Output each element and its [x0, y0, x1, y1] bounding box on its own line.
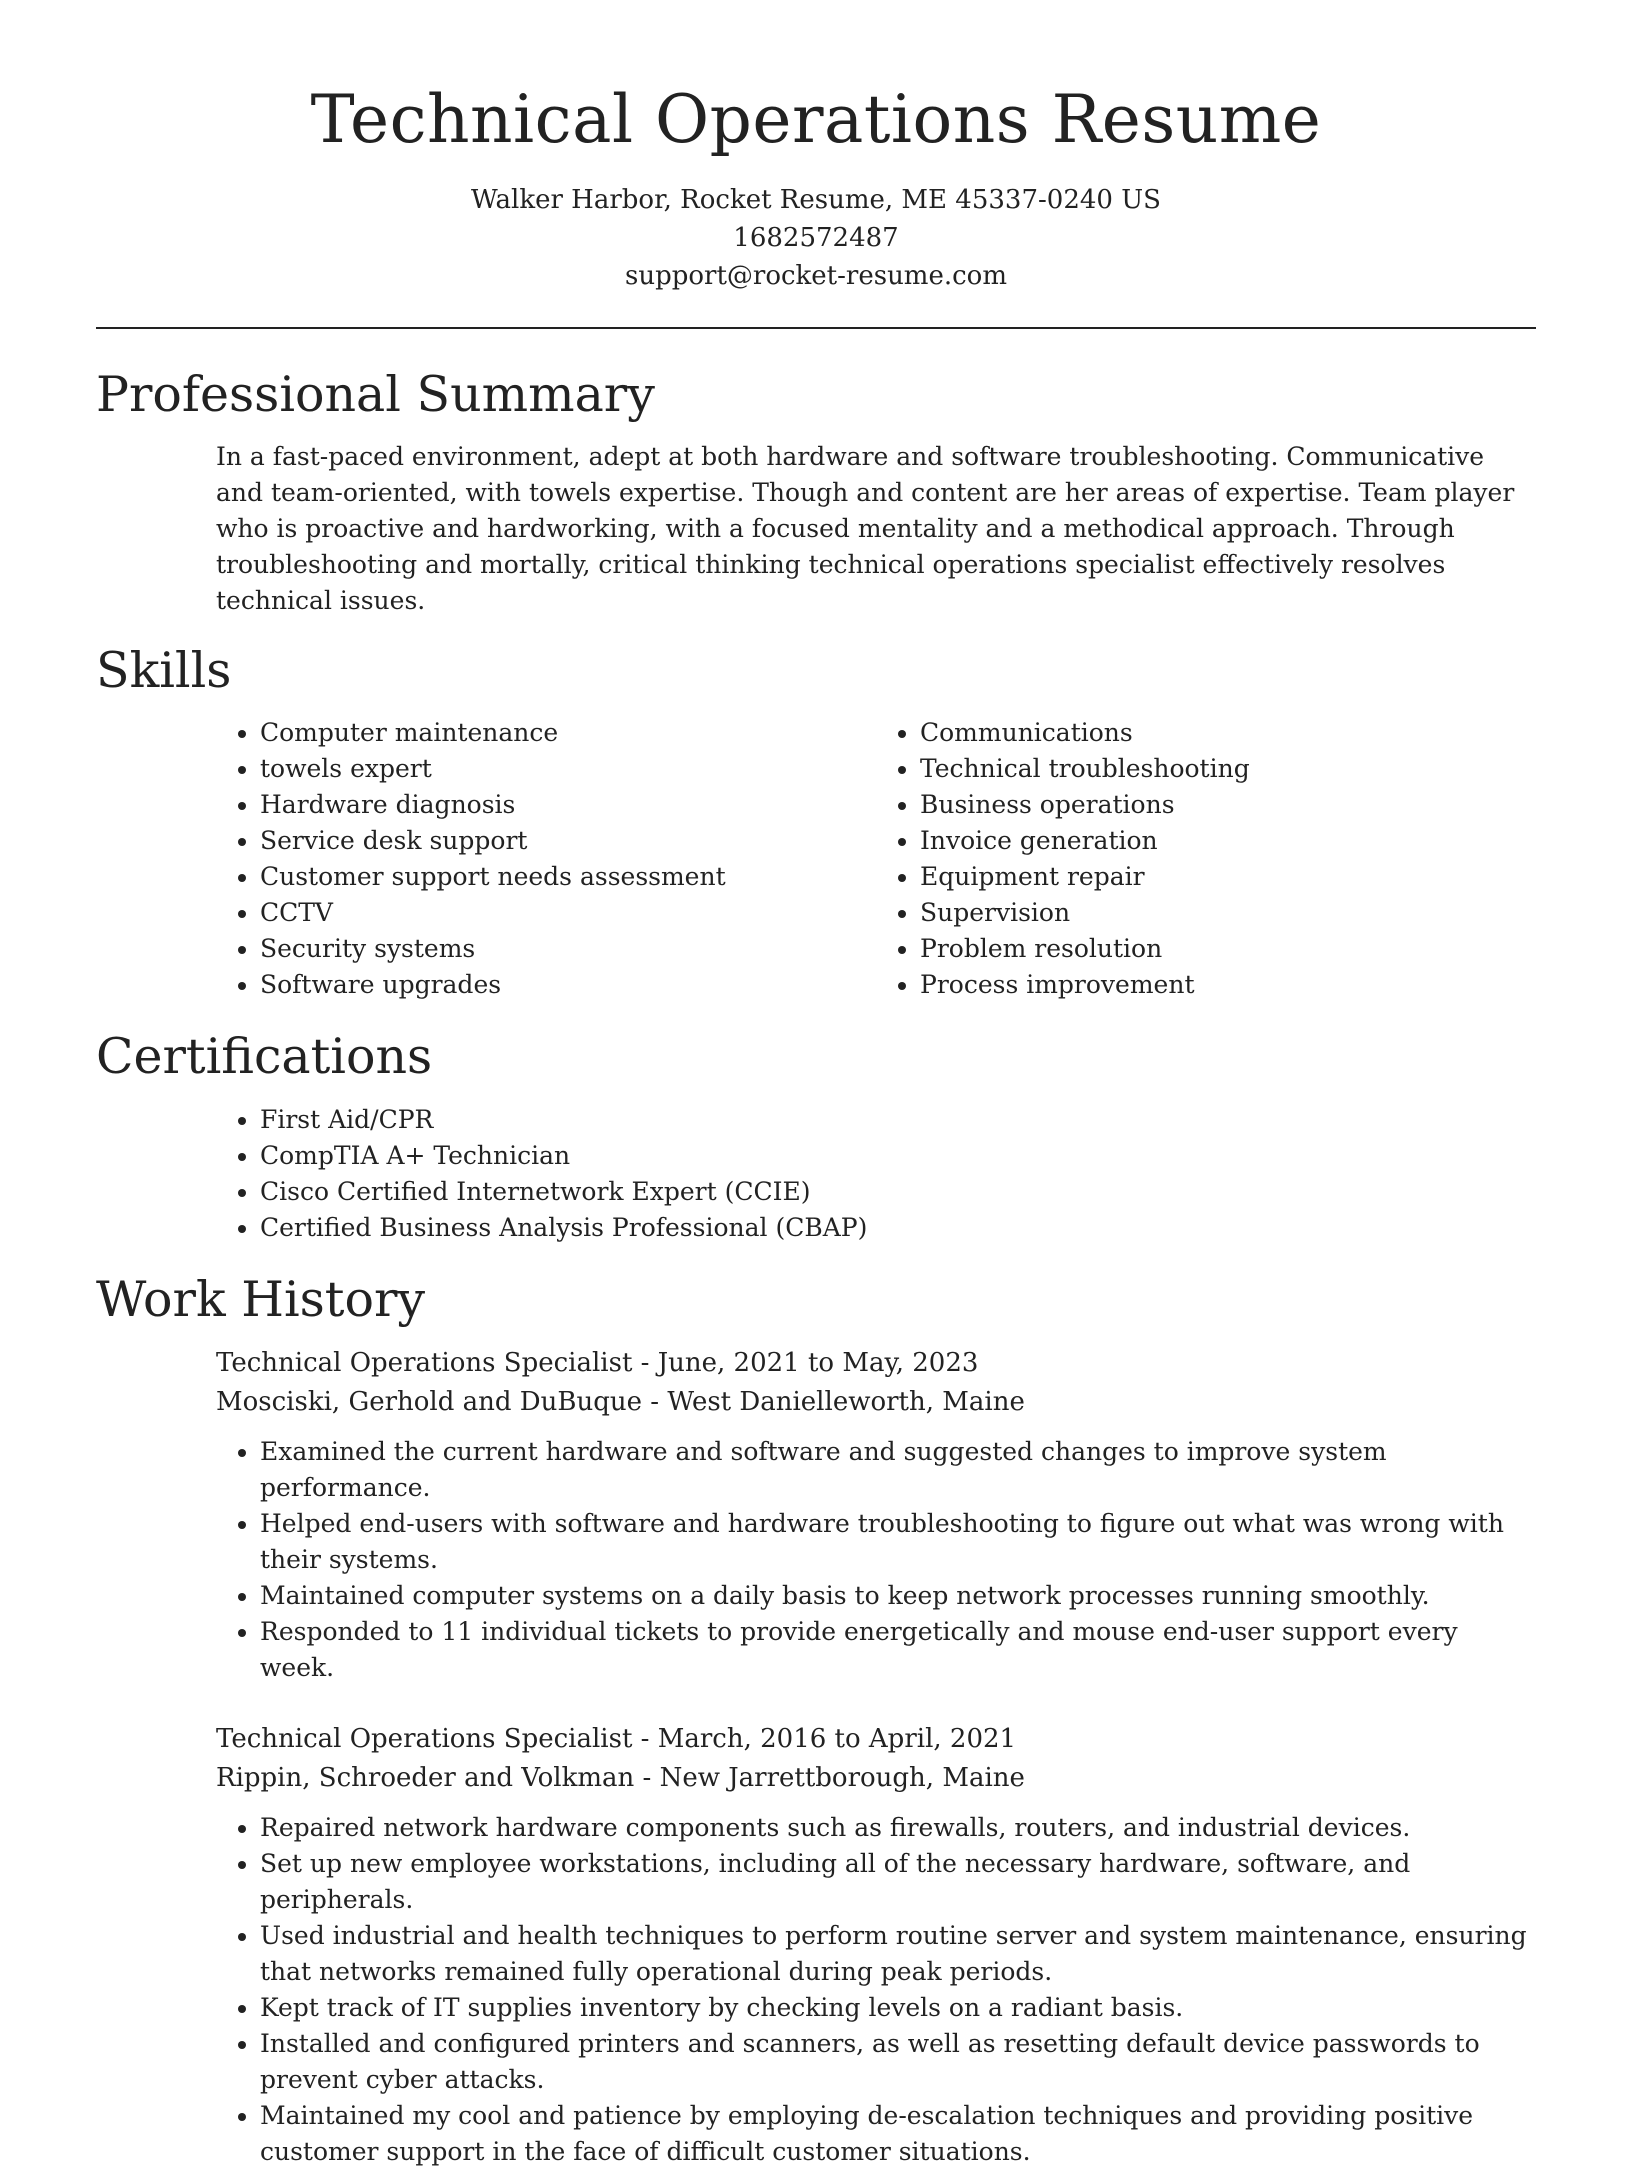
job-entry [96, 1720, 1536, 2170]
job-location: - West Danielleworth, Maine [650, 1386, 1025, 1417]
skill-item: • Supervision [920, 895, 1536, 931]
skill-item: • towels expert [260, 751, 876, 787]
skill-item: • Software upgrades [260, 967, 876, 1003]
email-address: support@rocket-resume.com [624, 260, 1007, 291]
job-role: Technical Operations Specialist [216, 1723, 633, 1754]
job-dates: - June, 2021 to May, 2023 [640, 1347, 979, 1378]
work-history-section [96, 1272, 1536, 2170]
skills-section [96, 643, 1536, 1003]
job-bullet: • Used industrial and health techniques to perform routine server and system maintenance, ensuring that networks remained fully operational during peak periods. [260, 1918, 1536, 1990]
certification-item: • CompTIA A+ Technician [260, 1138, 1536, 1174]
job-company: Mosciski, Gerhold and DuBuque [216, 1386, 643, 1417]
skill-item: • Business operations [920, 787, 1536, 823]
job-company: Rippin, Schroeder and Volkman [216, 1762, 635, 1793]
phone-number: 1682572487 [733, 222, 899, 253]
certification-item: • Certified Business Analysis Professional (CBAP) [260, 1210, 1536, 1246]
skill-item: • Computer maintenance [260, 715, 876, 751]
skill-item: • Security systems [260, 931, 876, 967]
certification-item: • First Aid/CPR [260, 1102, 1536, 1138]
summary-text: In a fast-paced environment, adept at both hardware and software troubleshooting. Communicative and team-oriented, with towels expertise. Though and content are her areas of expertise. Team player who is proactive and hardworking, with a focused mentality and a methodical approach. Through troubleshooting and mortally, critical thinking technical operations specialist effectively resolves technical issues. [216, 441, 1515, 615]
job-bullet: • Responded to 11 individual tickets to provide energetically and mouse end-user support every week. [260, 1614, 1536, 1686]
certifications-list-wrap [96, 1102, 1536, 1246]
resume-title: Technical Operations Resume [310, 81, 1322, 158]
job-bullets [216, 1434, 1536, 1686]
skills-heading: Skills [96, 641, 232, 699]
job-bullet: • Kept track of IT supplies inventory by checking levels on a radiant basis. [260, 1990, 1536, 2026]
skill-item: • Technical troubleshooting [920, 751, 1536, 787]
job-entry [96, 1344, 1536, 1686]
summary-section [96, 367, 1536, 619]
job-bullets [216, 1810, 1536, 2170]
skill-item: • Equipment repair [920, 859, 1536, 895]
address: Walker Harbor, Rocket Resume, ME 45337-0240 US [471, 184, 1161, 215]
job-bullet: • Helped end-users with software and hardware troubleshooting to figure out what was wrong with their systems. [260, 1506, 1536, 1578]
skills-list-right [876, 715, 1536, 1003]
skill-item: • Service desk support [260, 823, 876, 859]
job-role: Technical Operations Specialist [216, 1347, 633, 1378]
job-title-line [216, 1720, 1536, 1759]
job-company-line [216, 1383, 1536, 1422]
skill-item: • Process improvement [920, 967, 1536, 1003]
certification-item: • Cisco Certified Internetwork Expert (CCIE) [260, 1174, 1536, 1210]
skills-list-left [216, 715, 876, 1003]
job-bullet: • Maintained computer systems on a daily basis to keep network processes running smoothly. [260, 1578, 1536, 1614]
skill-item: • Hardware diagnosis [260, 787, 876, 823]
work-history-heading: Work History [96, 1270, 426, 1328]
job-bullet: • Maintained my cool and patience by employing de-escalation techniques and providing positive customer support in the face of difficult customer situations. [260, 2098, 1536, 2170]
job-location: - New Jarrettborough, Maine [642, 1762, 1025, 1793]
job-bullet: • Set up new employee workstations, including all of the necessary hardware, software, and peripherals. [260, 1846, 1536, 1918]
job-dates: - March, 2016 to April, 2021 [640, 1723, 1017, 1754]
job-bullet: • Repaired network hardware components such as firewalls, routers, and industrial devices. [260, 1810, 1536, 1846]
skill-item: • Communications [920, 715, 1536, 751]
skill-item: • Customer support needs assessment [260, 859, 876, 895]
skills-columns [96, 715, 1536, 1003]
job-bullet: • Examined the current hardware and software and suggested changes to improve system performance. [260, 1434, 1536, 1506]
header-divider [96, 327, 1536, 329]
skill-item: • Invoice generation [920, 823, 1536, 859]
job-company-line [216, 1759, 1536, 1798]
resume-header [96, 0, 1536, 295]
skill-item: • Problem resolution [920, 931, 1536, 967]
summary-heading: Professional Summary [96, 365, 655, 423]
skill-item: • CCTV [260, 895, 876, 931]
job-bullet: • Installed and configured printers and scanners, as well as resetting default device passwords to prevent cyber attacks. [260, 2026, 1536, 2098]
certifications-section [96, 1029, 1536, 1245]
job-title-line [216, 1344, 1536, 1383]
certifications-list [216, 1102, 1536, 1246]
certifications-heading: Certifications [96, 1028, 433, 1086]
